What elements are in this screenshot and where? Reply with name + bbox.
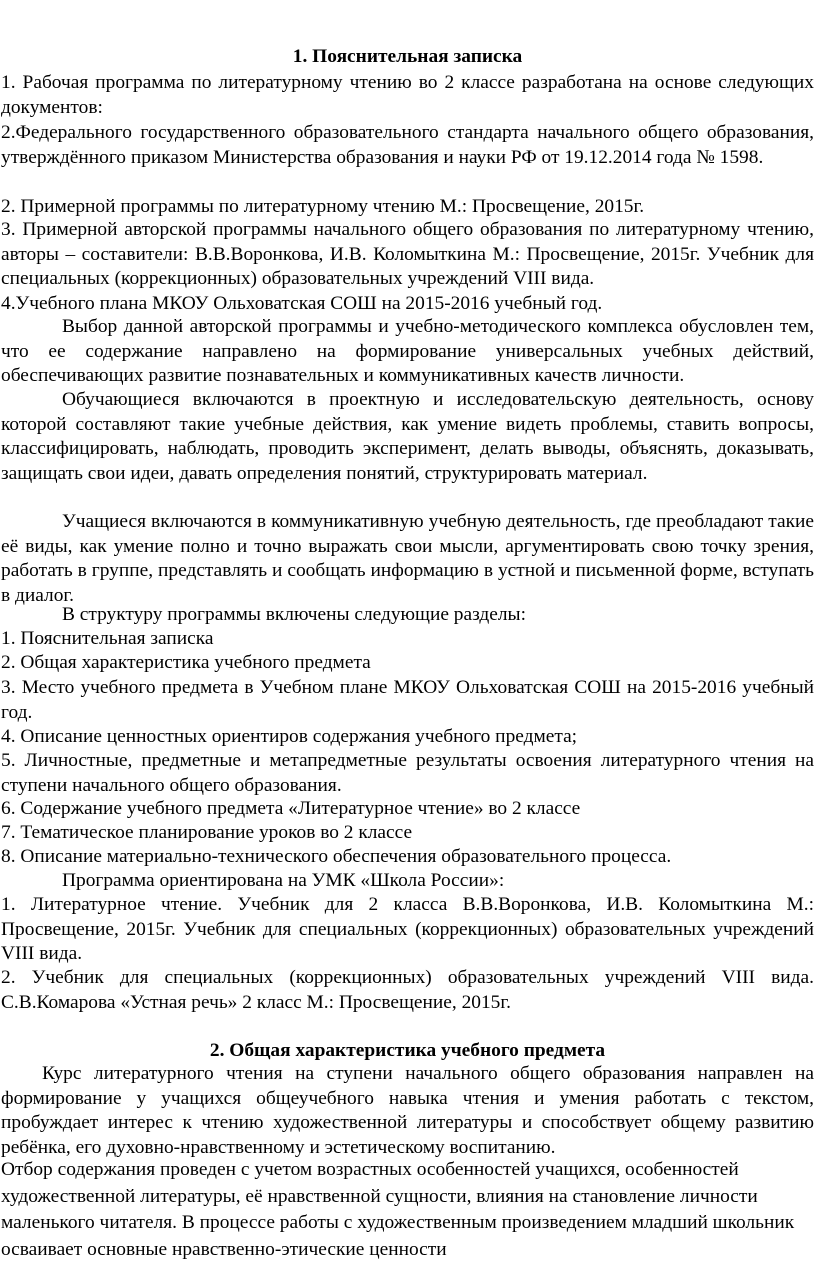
paragraph-program-choice: Выбор данной авторской программы и учебно-методического комплекса обусловлен тем, что ее содержание направлено на формирование универсальных учебных действий, обеспечивающих развитие познавательных и коммуникативных качеств личности. — [1, 316, 814, 387]
paragraph-fgos: 2.Федерального государственного образовательного стандарта начального общего образования, утверждённого приказом Министерства образования и науки РФ от 19.12.2014 года № 1598. — [1, 122, 814, 168]
list-item: 7. Тематическое планирование уроков во 2 классе — [1, 822, 413, 843]
umk-item: 1. Литературное чтение. Учебник для 2 класса В.В.Воронкова, И.В. Коломыткина М.: Просвещение, 2015г. Учебник для специальных (коррекционных) образовательных учреждений VIII вида. — [1, 894, 814, 965]
list-item: 2. Общая характеристика учебного предмета — [1, 652, 371, 673]
section-2-title: 2. Общая характеристика учебного предмета — [209, 1040, 606, 1061]
list-item: 6. Содержание учебного предмета «Литературное чтение» во 2 классе — [1, 798, 581, 819]
section-1-title: 1. Пояснительная записка — [292, 46, 523, 67]
paragraph-structure-intro: В структуру программы включены следующие разделы: — [62, 604, 526, 625]
paragraph-author-program: 3. Примерной авторской программы начального общего образования по литературному чтению, авторы – составители: В.В.Воронкова, И.В. Коломыткина М.: Просвещение, 2015г. Учебник для специальных (коррекционных) образовательных учреждений VIII вида. — [1, 219, 814, 290]
paragraph-curriculum: 4.Учебного плана МКОУ Ольховатская СОШ на 2015-2016 учебный год. — [1, 293, 603, 314]
paragraph-project-activity: Обучающиеся включаются в проектную и исследовательскую деятельность, основу которой составляют такие учебные действия, как умение видеть проблемы, ставить вопросы, классифицировать, наблюдать, проводить эксперимент, делать выводы, объяснять, доказывать, защищать свои идеи, давать определения понятий, структурировать материал. — [1, 389, 814, 484]
list-item: 1. Пояснительная записка — [1, 628, 214, 649]
paragraph-communicative-activity: Учащиеся включаются в коммуникативную учебную деятельность, где преобладают такие её виды, как умение полно и точно выражать свои мысли, аргументировать свою точку зрения, работать в группе, представлять и сообщать информацию в устной и письменной форме, вступать в диалог. — [1, 511, 814, 606]
list-item: 8. Описание материально-технического обеспечения образовательного процесса. — [1, 846, 672, 867]
paragraph-documents-intro: 1. Рабочая программа по литературному чтению во 2 классе разработана на основе следующих документов: — [1, 72, 814, 118]
list-item: 5. Личностные, предметные и метапредметные результаты освоения литературного чтения на ступени начального общего образования. — [1, 750, 814, 796]
list-item: 3. Место учебного предмета в Учебном плане МКОУ Ольховатская СОШ на 2015-2016 учебный год. — [1, 677, 814, 723]
list-item: 4. Описание ценностных ориентиров содержания учебного предмета; — [1, 726, 578, 747]
paragraph-sample-program: 2. Примерной программы по литературному чтению М.: Просвещение, 2015г. — [1, 196, 645, 217]
umk-item: 2. Учебник для специальных (коррекционных) образовательных учреждений VIII вида. С.В.Комарова «Устная речь» 2 класс М.: Просвещение, 2015г. — [1, 967, 814, 1013]
paragraph-content-selection: Отбор содержания проведен с учетом возрастных особенностей учащихся, особенностей художественной литературы, её нравственной сущности, влияния на становление личности маленького читателя. В процессе работы с художественным произведением младший школьник осваивает основные нравственно-этические ценности — [1, 1159, 795, 1260]
paragraph-course-description: Курс литературного чтения на ступени начального общего образования направлен на формирование у учащихся общеучебного навыка чтения и умения работать с текстом, пробуждает интерес к чтению художественной литературы и способствует общему развитию ребёнка, его духовно-нравственному и эстетическому воспитанию. — [1, 1063, 814, 1158]
paragraph-umk-intro: Программа ориентирована на УМК «Школа России»: — [62, 870, 505, 891]
